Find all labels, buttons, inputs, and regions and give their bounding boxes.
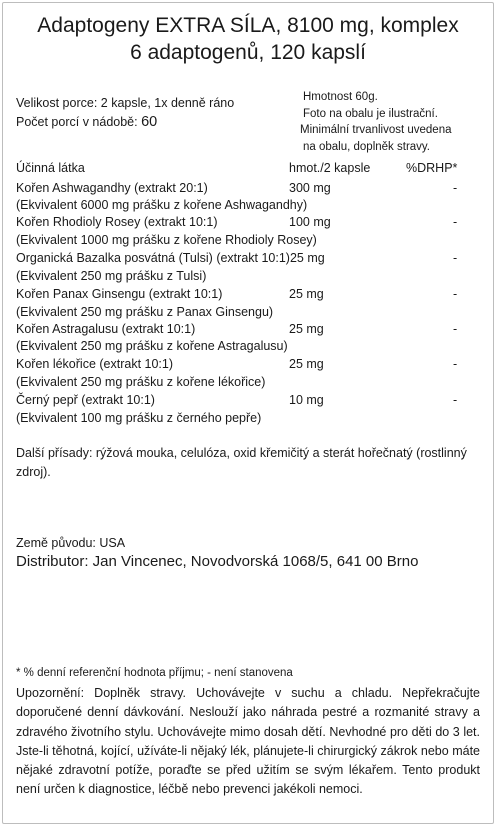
header-dv: %DRHP* [406,161,458,175]
ingredient-name: Kořen Panax Ginsengu (extrakt 10:1) [16,287,223,301]
ingredient-name: (Ekvivalent 250 mg prášku z Panax Ginsengu) [16,305,274,319]
serving-size: Velikost porce: 2 kapsle, 1x denně ráno [16,96,235,110]
ingredient-name: Kořen lékořice (extrakt 10:1) [16,357,174,371]
ingredient-name: Kořen Astragalusu (extrakt 10:1) [16,322,196,336]
title-line-1: Adaptogeny EXTRA SÍLA, 8100 mg, komplex [37,14,459,37]
table-row [16,286,476,303]
ingredient-name: Kořen Rhodioly Rosey (extrakt 10:1) [16,215,218,229]
ingredient-amount: 25 mg [289,357,324,371]
table-row [16,356,476,373]
product-title [0,12,496,66]
table-row [16,410,476,427]
table-row [16,321,476,338]
header-amount: hmot./2 kapsle [289,161,371,175]
weight-note [300,89,452,155]
header-ingredient: Účinná látka [16,161,85,175]
ingredient-amount: 25 mg [289,287,324,301]
table-row [16,374,476,391]
ingredient-name: (Ekvivalent 100 mg prášku z černého pepře) [16,411,262,425]
ingredient-name: Černý pepř (extrakt 10:1) [16,393,155,407]
warning-text: Upozornění: Doplněk stravy. Uchovávejte v suchu a chladu. Nepřekračujte doporučené denní dávkování. Neslouží jako náhrada pestré a rozmanité stravy a zdravého životního stylu. Uchovávejte mimo dosah dětí. Nevhodné pro děti do 3 let. Jste-li těhotná, kojící, užíváte-li nějaký lék, plánujete-li chirurgický zákrok nebo máte nějaké zdravotní potíže, poraďte se před užitím se svým lékařem. Tento produkt není určen k diagnostice, léčbě nebo prevenci jakékoli nemoci. [16,686,480,797]
country-of-origin: Země původu: USA [16,536,126,550]
ingredient-name: (Ekvivalent 1000 mg prášku z kořene Rhodioly Rosey) [16,233,317,247]
expiry-note: Minimální trvanlivost uvedena [300,124,452,136]
ingredient-name: (Ekvivalent 250 mg prášku z kořene lékořice) [16,375,266,389]
table-row [16,232,476,249]
ingredient-name: (Ekvivalent 250 mg prášku z Tulsi) [16,269,207,283]
table-row [16,304,476,321]
ingredient-name: Kořen Ashwagandhy (extrakt 20:1) [16,181,208,195]
distributor: Distributor: Jan Vincenec, Novodvorská 1068/5, 641 00 Brno [16,553,419,570]
ingredient-dv: - [453,357,458,371]
ingredient-name: Organická Bazalka posvátná (Tulsi) (extrakt 10:1)25 mg [16,251,325,265]
table-row [16,180,476,197]
table-row [16,392,476,409]
title-line-2: 6 adaptogenů, 120 kapslí [130,41,366,64]
ingredient-dv: - [453,251,458,265]
ingredient-dv: - [453,181,458,195]
ingredient-dv: - [453,287,458,301]
other-ingredients: Další přísady: rýžová mouka, celulóza, oxid křemičitý a sterát hořečnatý (rostlinný zdroj). [16,446,467,479]
ingredient-dv: - [453,393,458,407]
ingredient-amount: 10 mg [289,393,324,407]
servings-value: 60 [141,114,158,130]
table-row [16,197,476,214]
ingredient-name: (Ekvivalent 6000 mg prášku z kořene Ashwagandhy) [16,198,308,212]
table-row [16,338,476,355]
ingredient-dv: - [453,322,458,336]
servings-per-container [16,113,234,132]
supplement-note: na obalu, doplněk stravy. [303,140,431,153]
ingredient-amount: 25 mg [289,322,324,336]
table-row [16,214,476,231]
ingredient-dv: - [453,215,458,229]
dv-footnote: * % denní referenční hodnota příjmu; - není stanovena [16,667,293,679]
weight-line: Hmotnost 60g. [303,91,378,103]
table-row [16,268,476,285]
ingredient-name: (Ekvivalent 250 mg prášku z kořene Astragalusu) [16,339,288,353]
ingredient-amount: 300 mg [289,181,331,195]
servings-label: Počet porcí v nádobě: [16,115,138,129]
photo-note: Foto na obalu je ilustrační. [303,107,438,120]
serving-info [16,94,234,132]
table-row [16,250,476,267]
ingredient-amount: 100 mg [289,215,331,229]
